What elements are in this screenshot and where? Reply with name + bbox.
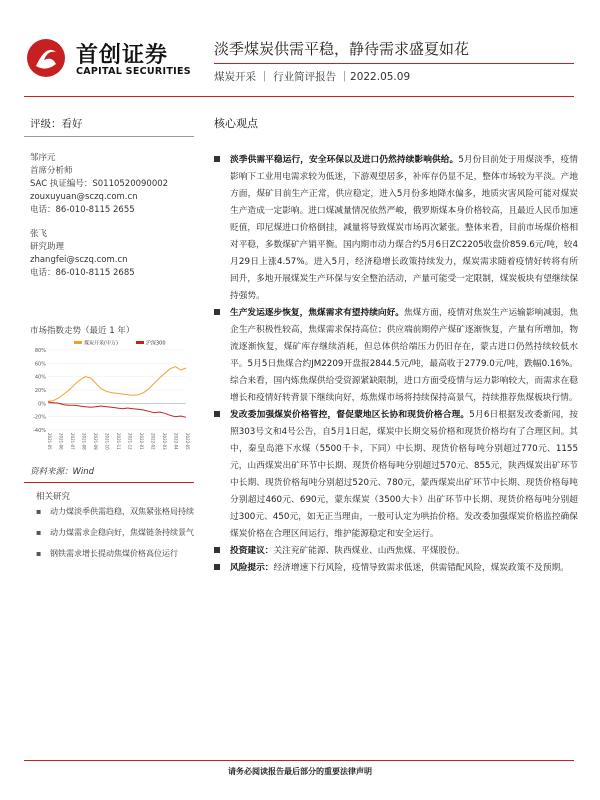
analyst-email[interactable]: zouxuyuan@sczq.com.cn	[30, 192, 138, 202]
core-paragraph	[214, 560, 578, 577]
x-tick-label: 2022-05	[185, 433, 190, 450]
square-bullet-icon	[214, 411, 220, 417]
header-bottom-divider	[24, 96, 574, 97]
core-heading: 核心观点	[214, 117, 258, 130]
legend-label: 煤炭开采(申万)	[84, 340, 118, 347]
analyst-1	[30, 152, 200, 217]
y-tick-label: 0%	[38, 401, 46, 408]
x-tick-label: 2021-07	[70, 433, 75, 450]
related-list	[36, 505, 196, 568]
analyst-2	[30, 228, 200, 280]
analyst-sac: SAC 执证编号：S0110520090002	[30, 179, 169, 189]
y-tick-label: 60%	[34, 361, 46, 368]
square-bullet-icon	[214, 564, 220, 570]
analyst-name: 邹序元	[30, 153, 56, 163]
x-tick-label: 2021-05	[47, 433, 52, 450]
related-item[interactable]: ▪ 动力煤需求企稳向好，焦煤链条持续景气	[36, 526, 196, 539]
analyst-phone: 电话：86-010-8115 2685	[30, 268, 135, 278]
company-logo-icon	[26, 38, 66, 78]
core-paragraph	[214, 543, 578, 560]
chart-source: 资料来源：Wind	[30, 467, 95, 477]
rating-divider	[24, 136, 194, 137]
analyst-name: 张飞	[30, 229, 48, 239]
square-bullet-icon	[214, 309, 220, 315]
paragraph-lead: 投资建议：	[230, 546, 274, 556]
legend-swatch	[74, 341, 82, 344]
x-tick-label: 2021-08	[81, 433, 87, 450]
related-heading: 相关研究	[36, 492, 71, 502]
core-body	[214, 152, 578, 577]
related-item[interactable]: ▪ 动力煤淡季供需趋稳，双焦紧张格局持续	[36, 505, 196, 518]
analyst-title: 研究助理	[30, 242, 65, 252]
rating	[30, 116, 83, 131]
legend-swatch	[136, 341, 144, 344]
report-subtitle: 煤炭开采 ｜ 行业简评报告 ｜2022.05.09	[214, 71, 411, 83]
source-divider	[24, 482, 194, 483]
report-title: 淡季煤炭供需平稳，静待需求盛夏如花	[214, 40, 470, 58]
brand-name-cn: 首创证券	[76, 43, 169, 68]
core-paragraph	[214, 305, 578, 407]
related-item[interactable]: ▪ 钢铁需求增长提动焦煤价格高位运行	[36, 547, 196, 560]
paragraph-text: 5月6日根据发改委新闻，按照303号文和4号公告，自5月1日起，煤炭中长期交易价格和现货价格均有了合理区间。其中，秦皇岛港下水煤（5500千卡，下同）中长期、现货价格每吨分别超过770元、1155元，山西煤炭出矿环节中长期、现货价格每吨分别超过570元、855元，陕西煤炭出矿环节中长期、现货价格每吨分别超过520元、780元，蒙西煤炭出矿环节中长期、现货价格每吨分别超过460元、690元，蒙东煤炭（3500大卡）出矿环节中长期、现货价格每吨分别超过300元、450元，如无正当理由，一般可认定为哄抬价格。发改委加强煤炭价格监控确保煤炭价格在合理区间运行，维护能源稳定和安全运行。	[230, 410, 578, 539]
header-divider	[214, 63, 574, 64]
y-tick-label: 20%	[34, 388, 46, 394]
paragraph-text: 5月份目前处于用煤淡季，疫情影响下工业用电需求较为低迷，下游观望居多，补库存仍显不足，整体市场较为平淡。产地方面，煤矿目前生产正常，供应稳定，进入5月份多地降水偏多，地质灾害风险可能对煤炭生产造成一定影响。进口煤减量情况依然严峻，俄罗斯煤本身价格较高，且最近人民币加速贬值，印尼煤进口价格倒挂，减量将导致煤炭市场再次紧张。整体来看，目前市场煤价格相对平稳，多数煤矿产销平衡。国内期市动力煤合约5月6日ZC2205收盘价859.6元/吨，较4月29日上涨4.57%。进入5月，经济稳增长政策持续发力，煤炭需求随着疫情好转将有所回升，多地开展煤炭生产环保与安全整治活动，产量可能受一定限制，煤炭板块有望继续保持强势。	[230, 155, 578, 301]
legend-label: 沪深300	[146, 340, 166, 347]
rating-label: 评级：	[30, 118, 62, 130]
analyst-phone: 电话：86-010-8115 2655	[30, 205, 135, 215]
market-index-chart	[26, 338, 192, 453]
brand-name-en: CAPITAL SECURITIES	[76, 66, 191, 77]
y-tick-label: 40%	[34, 374, 46, 381]
x-tick-label: 2021-09	[93, 433, 98, 450]
paragraph-lead: 淡季供需平稳运行，安全环保以及进口仍然持续影响供给。	[230, 155, 459, 165]
paragraph-text: 关注兖矿能源、陕西煤业、山西焦煤、平煤股份。	[273, 546, 465, 556]
y-tick-label: -20%	[33, 414, 46, 421]
x-tick-label: 2022-02	[150, 433, 156, 450]
x-tick-label: 2022-01	[139, 433, 144, 450]
chart-title: 市场指数走势（最近 1 年）	[30, 326, 135, 336]
square-bullet-icon	[214, 547, 220, 553]
rating-value: 看好	[61, 118, 83, 130]
paragraph-lead: 发改委加强煤炭价格管控，督促蒙地区长协和现货价格合理。	[230, 410, 470, 420]
paragraph-lead: 生产发运逐步恢复，焦煤需求有望持续向好。	[230, 308, 405, 318]
paragraph-lead: 风险提示：	[230, 563, 274, 573]
x-tick-label: 2021-10	[104, 433, 110, 450]
core-paragraph	[214, 152, 578, 305]
footer-divider	[24, 760, 574, 761]
x-tick-label: 2021-06	[58, 433, 64, 450]
y-tick-label: -40%	[33, 428, 46, 434]
square-bullet-icon	[214, 156, 220, 162]
analyst-title: 首席分析师	[30, 166, 73, 176]
y-tick-label: 80%	[34, 348, 46, 354]
x-tick-label: 2021-12	[127, 433, 133, 450]
core-paragraph	[214, 407, 578, 543]
paragraph-text: 焦煤方面，疫情对焦炭生产运输影响减弱，焦企生产积极性较高，焦煤需求保持高位；供应端前期停产煤矿逐渐恢复，产量有所增加，物流逐渐恢复，煤矿库存继续消耗，但总体供给端压力仍旧存在，蒙古进口仍然持续较低水平。5月5日焦煤合约JM2209开盘报2844.5元/吨，最高收于2779.0元/吨，跌幅0.16%。综合来看，国内炼焦煤供给受资源紧缺限制，进口方面受疫情与运力影响较大，而需求在稳增长和疫情好转背景下继续向好，炼焦煤市场将持续保持高景气，持续推荐焦煤板块行情。	[230, 308, 579, 403]
paragraph-text: 经济增速下行风险，疫情导致需求低迷，供需错配风险，煤炭政策不及预期。	[273, 563, 569, 573]
analyst-email[interactable]: zhangfei@sczq.com.cn	[30, 255, 128, 265]
x-tick-label: 2021-11	[116, 433, 121, 450]
x-tick-label: 2022-04	[173, 433, 179, 450]
footer-disclaimer: 请务必阅读报告最后部分的重要法律声明	[228, 767, 372, 776]
x-tick-label: 2022-03	[162, 433, 167, 450]
